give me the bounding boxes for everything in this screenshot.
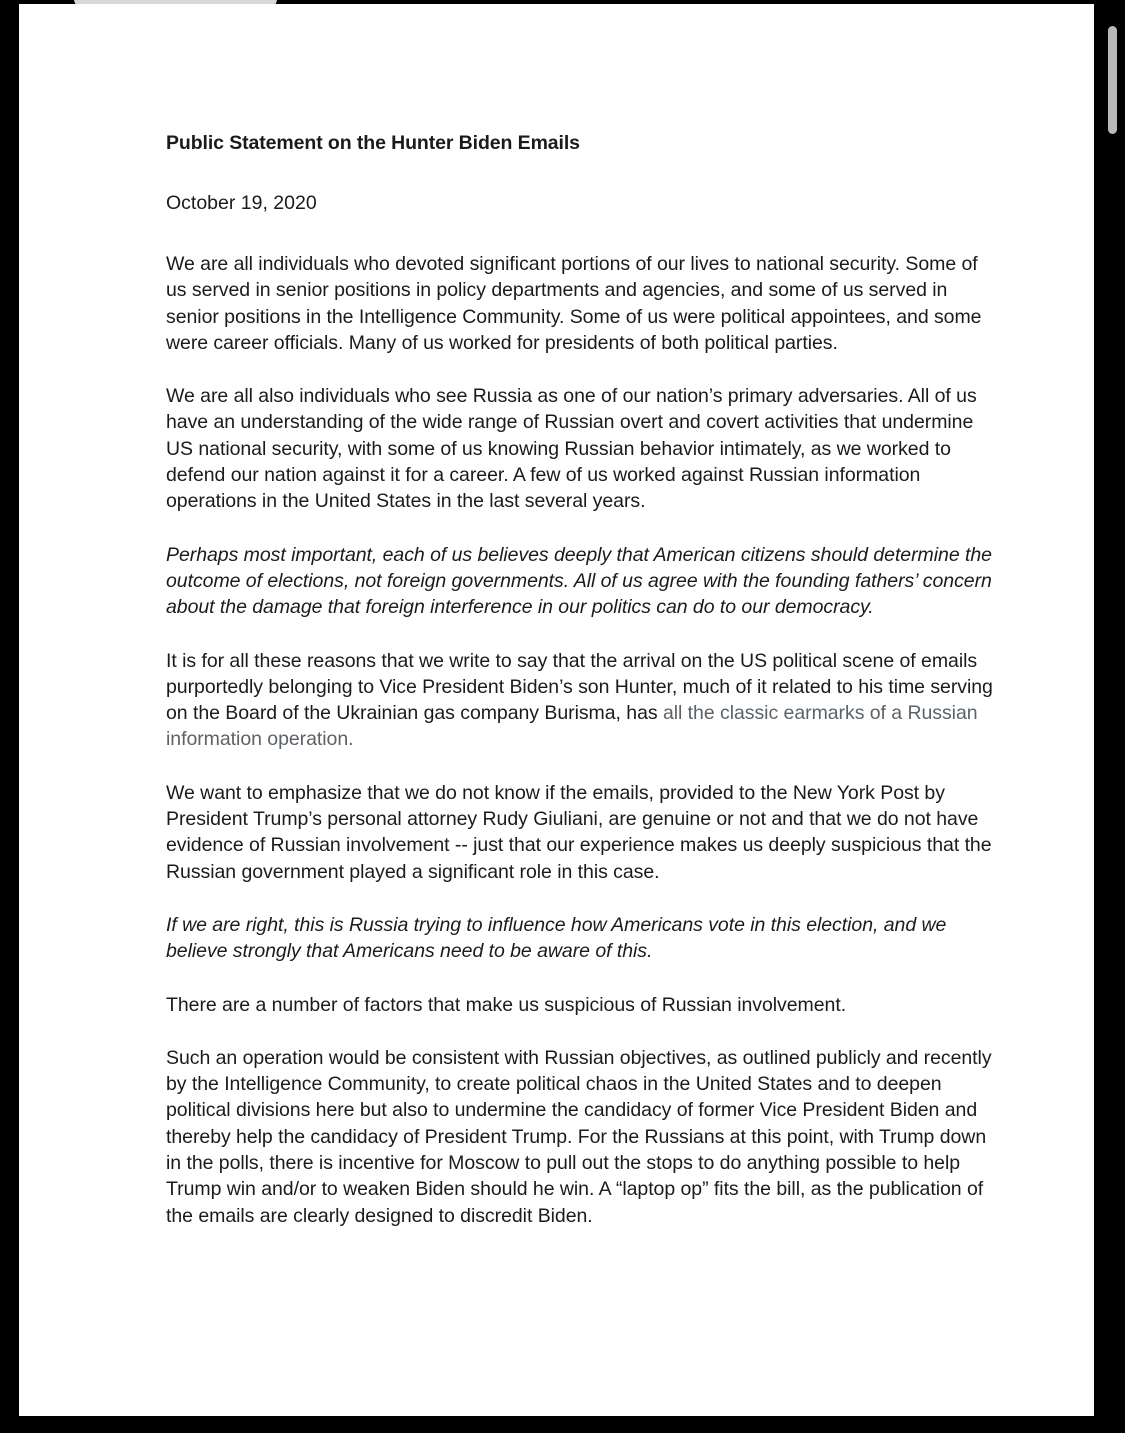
paragraph-3: Perhaps most important, each of us believes deeply that American citizens should determine the outcome of elections, not foreign governments. All of us agree with the founding fathers’ concern about the damage that foreign interference in our politics can do to our democracy. [166,543,992,619]
paragraph-4 [166,648,996,753]
document-body [166,132,996,1256]
paragraph-4-lead: It is for all these reasons that we write to say that the arrival on the US political scene of emails purportedly belonging to Vice President Biden’s son Hunter, much of it related to his time serving on the Board of the Ukrainian gas company Burisma, has [166,649,993,725]
page-title: Public Statement on the Hunter Biden Emails [166,132,580,154]
paragraph-7: There are a number of factors that make us suspicious of Russian involvement. [166,993,847,1016]
paragraph-8: Such an operation would be consistent with Russian objectives, as outlined publicly and recently by the Intelligence Community, to create political chaos in the United States and to deepen political divisions here but also to undermine the candidacy of former Vice President Biden and thereby help the candidacy of President Trump. For the Russians at this point, with Trump down in the polls, there is incentive for Moscow to pull out the stops to do anything possible to help Trump win and/or to weaken Biden should he win. A “laptop op” fits the bill, as the publication of the emails are clearly designed to discredit Biden. [166,1046,992,1227]
paragraph-4-highlight: all the classic earmarks of a Russian information operation. [166,702,978,751]
paragraph-2: We are all also individuals who see Russia as one of our nation’s primary adversaries. All of us have an understanding of the wide range of Russian overt and covert activities that undermine US national security, with some of us knowing Russian behavior intimately, as we worked to defend our nation against it for a career. A few of us worked against Russian information operations in the United States in the last several years. [166,385,977,513]
scrollbar-thumb[interactable] [1108,26,1117,134]
paragraph-1: We are all individuals who devoted significant portions of our lives to national security. Some of us served in senior positions in policy departments and agencies, and some of us served in senior positions in the Intelligence Community. Some of us were political appointees, and some were career officials. Many of us worked for presidents of both political parties. [166,253,982,354]
paragraph-5: We want to emphasize that we do not know if the emails, provided to the New York Post by President Trump’s personal attorney Rudy Giuliani, are genuine or not and that we do not have evidence of Russian involvement -- just that our experience makes us deeply suspicious that the Russian government played a significant role in this case. [166,781,992,883]
document-date: October 19, 2020 [166,192,317,214]
document-page [19,4,1094,1416]
paragraph-6: If we are right, this is Russia trying to influence how Americans vote in this election, and we believe strongly that Americans need to be aware of this. [166,913,947,963]
scrollbar-track[interactable] [1112,0,1121,1433]
